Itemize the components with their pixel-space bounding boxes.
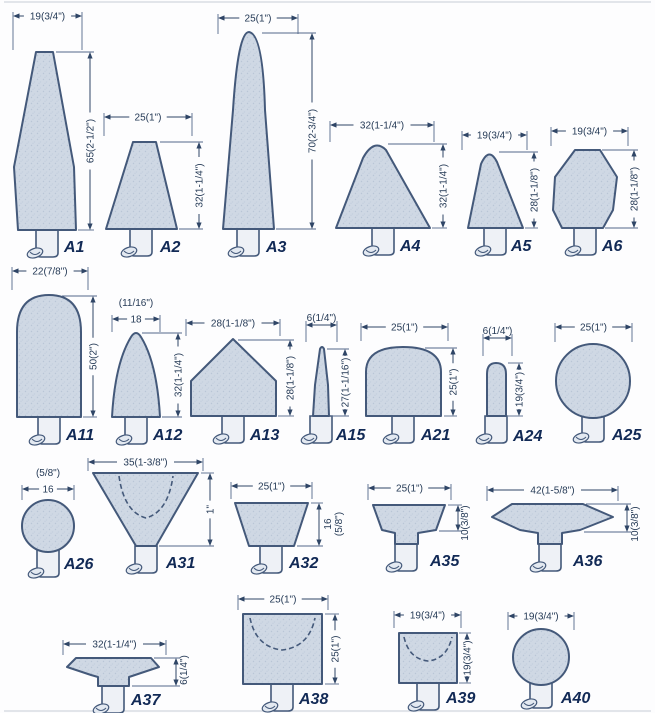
shape-a32 xyxy=(235,503,308,546)
figure-a15 xyxy=(300,313,366,446)
dim-label: 19(3/4") xyxy=(462,640,474,676)
dim-arrowhead xyxy=(76,13,83,18)
width-dim-a31 xyxy=(88,458,203,472)
shape-a35 xyxy=(373,505,445,544)
dim-arrowhead xyxy=(450,410,455,417)
shape-a38 xyxy=(243,614,322,684)
height-dim-a39 xyxy=(459,633,474,683)
width-dim-a39 xyxy=(394,611,461,629)
figure-a38 xyxy=(238,595,342,713)
dim-label: 6(1/4") xyxy=(482,326,513,337)
dim-arrowhead xyxy=(104,114,111,119)
figure-a35 xyxy=(368,484,471,574)
dim-arrowhead xyxy=(207,473,212,480)
dim-arrowhead xyxy=(450,348,455,355)
label-a38: A38 xyxy=(299,691,329,708)
shank-a26 xyxy=(27,550,59,580)
width-dim-a15 xyxy=(306,313,337,342)
shank-a35 xyxy=(385,544,417,574)
dim-arrowhead xyxy=(292,15,299,20)
dim-arrowhead xyxy=(516,363,521,370)
label-a15: A15 xyxy=(336,427,366,444)
dim-arrowhead xyxy=(306,483,313,488)
dim-arrowhead xyxy=(332,678,337,685)
label-a6: A6 xyxy=(602,238,623,255)
label-a5: A5 xyxy=(511,238,532,255)
dim-arrowhead xyxy=(464,633,469,640)
dim-arrowhead xyxy=(531,152,536,159)
dim-arrowhead xyxy=(342,410,347,417)
figure-a36 xyxy=(487,486,641,574)
dim-arrowhead xyxy=(631,150,636,157)
dim-label: 32(1-1/4") xyxy=(194,163,206,208)
dim-arrowhead xyxy=(440,222,445,229)
label-a2: A2 xyxy=(160,239,181,256)
dim-label: 32(1-1/4") xyxy=(438,163,450,209)
dim-label: 25(1") xyxy=(396,483,423,495)
figure-a2 xyxy=(104,113,206,259)
dim-label: 19(3/4") xyxy=(29,11,66,23)
dim-arrowhead xyxy=(445,485,452,490)
shank-a4 xyxy=(362,228,394,258)
shape-a5 xyxy=(468,154,523,228)
label-a4: A4 xyxy=(400,238,421,255)
dim-arrowhead xyxy=(464,677,469,684)
width-dim-a12 xyxy=(112,315,160,333)
dim-arrowhead xyxy=(487,487,494,492)
dim-arrowhead xyxy=(631,222,636,229)
label-a21: A21 xyxy=(421,427,451,444)
dim-label: 65(2-1/2") xyxy=(85,118,97,164)
shape-a12 xyxy=(112,333,160,417)
figure-a40 xyxy=(508,612,590,711)
shape-a4 xyxy=(336,146,430,229)
shank-a37 xyxy=(92,686,124,713)
dim-note: (11/16") xyxy=(118,298,154,309)
dim-arrowhead xyxy=(173,658,178,665)
dim-arrowhead xyxy=(568,613,575,618)
dim-arrowhead xyxy=(186,114,193,119)
dim-label: 28(1-1/8") xyxy=(629,166,641,212)
dim-arrowhead xyxy=(332,614,337,621)
dim-label: 6(1/4") xyxy=(306,313,337,324)
dim-label: (5/8") xyxy=(334,511,345,537)
dim-arrowhead xyxy=(624,504,629,511)
shape-a6 xyxy=(553,150,617,228)
shape-a25 xyxy=(556,344,630,418)
dim-arrowhead xyxy=(63,641,70,646)
figure-a13 xyxy=(186,319,297,446)
shape-a39 xyxy=(399,633,457,683)
dim-label: 19(3/4") xyxy=(523,611,559,623)
width-dim-a21 xyxy=(361,323,448,342)
figure-a32 xyxy=(231,482,345,576)
figure-a3 xyxy=(218,14,319,259)
shank-a38 xyxy=(261,684,293,713)
dim-arrowhead xyxy=(624,526,629,533)
label-a35: A35 xyxy=(430,553,460,570)
shank-a1 xyxy=(26,230,58,260)
dim-label: 19(3/4") xyxy=(571,126,608,138)
label-a31: A31 xyxy=(166,555,196,572)
dim-label: 28(1-1/8") xyxy=(529,167,541,213)
shape-a11 xyxy=(17,295,81,417)
dim-label: 22(7/8") xyxy=(32,266,68,278)
label-a39: A39 xyxy=(446,690,476,707)
figure-a21 xyxy=(361,323,460,446)
width-dim-a24 xyxy=(483,326,513,356)
dim-arrowhead xyxy=(531,222,536,229)
dim-label: 19(3/4") xyxy=(409,610,446,622)
figure-a24 xyxy=(475,326,542,446)
label-a3: A3 xyxy=(266,239,287,256)
dim-arrowhead xyxy=(197,459,204,464)
dim-label: 6(1/4") xyxy=(179,655,190,685)
dim-arrowhead xyxy=(440,144,445,151)
dim-arrowhead xyxy=(90,296,95,303)
label-a26: A26 xyxy=(64,556,94,573)
dim-arrowhead xyxy=(462,132,469,137)
dim-arrowhead xyxy=(287,340,292,347)
shape-a37 xyxy=(67,658,159,686)
figure-a12 xyxy=(112,298,185,447)
shape-a24 xyxy=(487,363,506,416)
width-dim-a5 xyxy=(462,131,527,151)
dim-arrowhead xyxy=(612,487,619,492)
dim-arrowhead xyxy=(442,324,449,329)
shank-a31 xyxy=(125,546,157,576)
shank-a25 xyxy=(572,415,604,445)
width-dim-a13 xyxy=(186,319,280,337)
dim-label: 35(1-3/8") xyxy=(123,457,168,469)
shank-a2 xyxy=(120,229,152,259)
dim-arrowhead xyxy=(88,459,95,464)
dim-arrowhead xyxy=(13,13,20,18)
dim-arrowhead xyxy=(196,223,201,230)
dim-arrowhead xyxy=(551,128,558,133)
dim-label: 32(1-1/4") xyxy=(359,120,405,132)
label-a25: A25 xyxy=(612,427,642,444)
dim-arrowhead xyxy=(361,324,368,329)
width-dim-a35 xyxy=(368,484,451,501)
dim-arrowhead xyxy=(112,316,119,321)
shank-a24 xyxy=(475,416,507,446)
dim-arrowhead xyxy=(90,411,95,418)
figure-a26 xyxy=(22,468,93,580)
shank-a11 xyxy=(28,417,60,447)
shape-a2 xyxy=(106,142,177,229)
shank-a39 xyxy=(407,683,439,713)
dim-arrowhead xyxy=(455,612,462,617)
dim-label: 19(3/4") xyxy=(514,371,526,408)
figure-a39 xyxy=(394,611,475,713)
dim-arrowhead xyxy=(316,540,321,547)
dim-label: 32(1-1/4") xyxy=(173,352,185,398)
dim-arrowhead xyxy=(22,486,29,491)
dim-arrowhead xyxy=(154,316,161,321)
shape-a26 xyxy=(22,500,74,552)
shank-a32 xyxy=(250,546,282,576)
label-a36: A36 xyxy=(573,553,603,570)
dim-label: 25(1") xyxy=(330,635,342,663)
dim-label: 16 xyxy=(323,518,334,530)
dim-label: 70(2-3/4") xyxy=(307,108,319,154)
figure-a1 xyxy=(13,12,97,260)
dim-arrowhead xyxy=(330,122,337,127)
shank-a15 xyxy=(300,416,332,446)
dim-arrowhead xyxy=(238,596,245,601)
label-a11: A11 xyxy=(66,427,95,444)
dim-arrowhead xyxy=(508,613,515,618)
dim-arrowhead xyxy=(622,128,629,133)
dim-arrowhead xyxy=(175,411,180,418)
figure-a6 xyxy=(551,127,641,258)
shank-a6 xyxy=(564,228,596,258)
dim-arrowhead xyxy=(68,486,75,491)
shape-a13 xyxy=(191,339,276,416)
label-a40: A40 xyxy=(561,690,591,707)
label-a37: A37 xyxy=(131,692,161,709)
width-dim-a3 xyxy=(218,14,298,35)
width-dim-a6 xyxy=(551,127,628,147)
dim-arrowhead xyxy=(160,641,167,646)
dim-arrowhead xyxy=(12,268,19,273)
dim-arrowhead xyxy=(316,503,321,510)
dim-label: 10(3/8") xyxy=(460,505,471,541)
dim-label: 27(1-1/16") xyxy=(340,357,352,408)
dim-arrowhead xyxy=(287,410,292,417)
dim-arrowhead xyxy=(173,680,178,687)
dim-label: 32(1-1/4") xyxy=(92,639,137,651)
width-dim-a1 xyxy=(13,12,82,51)
dim-arrowhead xyxy=(428,122,435,127)
height-dim-a24 xyxy=(508,363,526,416)
shape-a40 xyxy=(513,629,569,685)
shape-a1 xyxy=(14,52,76,230)
dim-label: 50(2") xyxy=(88,343,100,370)
figure-a31 xyxy=(88,458,217,576)
shape-a36 xyxy=(492,504,613,544)
shape-a3 xyxy=(223,32,274,229)
shank-a12 xyxy=(115,417,147,447)
figure-a5 xyxy=(462,131,541,258)
figure-a4 xyxy=(330,121,450,258)
dim-label: 19(3/4") xyxy=(476,130,513,142)
dim-arrowhead xyxy=(342,349,347,356)
dim-arrowhead xyxy=(368,485,375,490)
dim-arrowhead xyxy=(309,33,314,40)
dim-label: 25(1") xyxy=(391,322,418,334)
width-dim-a11 xyxy=(12,267,88,291)
label-a24: A24 xyxy=(513,428,543,445)
dim-arrowhead xyxy=(231,483,238,488)
dim-arrowhead xyxy=(186,320,193,325)
dim-arrowhead xyxy=(322,596,329,601)
label-a32: A32 xyxy=(289,555,319,572)
dim-label: 16 xyxy=(42,484,54,496)
width-dim-a37 xyxy=(63,640,166,656)
width-dim-a2 xyxy=(104,113,192,137)
dim-arrowhead xyxy=(87,52,92,59)
dim-label: 28(1-1/8") xyxy=(285,355,297,401)
dim-arrowhead xyxy=(207,540,212,547)
width-dim-a4 xyxy=(330,121,434,143)
dim-label: 1" xyxy=(205,504,217,515)
dim-label: 10(3/8") xyxy=(630,506,641,542)
dim-arrowhead xyxy=(175,333,180,340)
shank-a13 xyxy=(212,416,244,446)
dim-label: 25(1") xyxy=(244,13,272,25)
shank-a36 xyxy=(529,544,561,574)
dim-label: 25(1") xyxy=(258,481,285,493)
figure-a37 xyxy=(63,640,190,713)
shape-a21 xyxy=(366,347,441,416)
height-dim-a15 xyxy=(327,349,352,416)
dim-arrowhead xyxy=(521,132,528,137)
dim-label: 18 xyxy=(130,314,142,326)
dim-arrowhead xyxy=(626,324,633,329)
dim-label: 28(1-1/8") xyxy=(210,318,256,330)
dim-arrowhead xyxy=(82,268,89,273)
dim-arrowhead xyxy=(218,15,225,20)
width-dim-a38 xyxy=(238,595,328,611)
width-dim-a25 xyxy=(555,323,632,343)
shank-a3 xyxy=(227,229,259,259)
width-dim-a32 xyxy=(231,482,312,500)
width-dim-a36 xyxy=(487,486,618,502)
dim-label: 25(1") xyxy=(580,322,607,334)
dim-label: 25(1") xyxy=(269,594,297,606)
dim-arrowhead xyxy=(196,142,201,149)
shape-a31 xyxy=(93,473,198,546)
dim-arrowhead xyxy=(394,612,401,617)
shank-a5 xyxy=(474,228,506,258)
label-a13: A13 xyxy=(250,427,280,444)
shape-a15 xyxy=(313,347,329,416)
dim-arrowhead xyxy=(555,324,562,329)
dim-label: 25(1") xyxy=(134,112,162,124)
width-dim-a26 xyxy=(22,485,74,501)
dim-note: (5/8") xyxy=(35,468,61,479)
dim-arrowhead xyxy=(309,223,314,230)
dim-label: 25(1") xyxy=(448,368,460,396)
label-a1: A1 xyxy=(64,239,85,256)
label-a12: A12 xyxy=(153,427,183,444)
figure-a11 xyxy=(12,267,100,447)
figure-a25 xyxy=(555,323,642,445)
dim-label: 42(1-5/8") xyxy=(530,485,575,497)
dim-arrowhead xyxy=(274,320,281,325)
width-dim-a40 xyxy=(508,612,574,631)
dim-arrowhead xyxy=(516,410,521,417)
height-dim-a38 xyxy=(325,614,342,684)
dim-arrowhead xyxy=(87,224,92,231)
shank-a21 xyxy=(382,416,414,446)
